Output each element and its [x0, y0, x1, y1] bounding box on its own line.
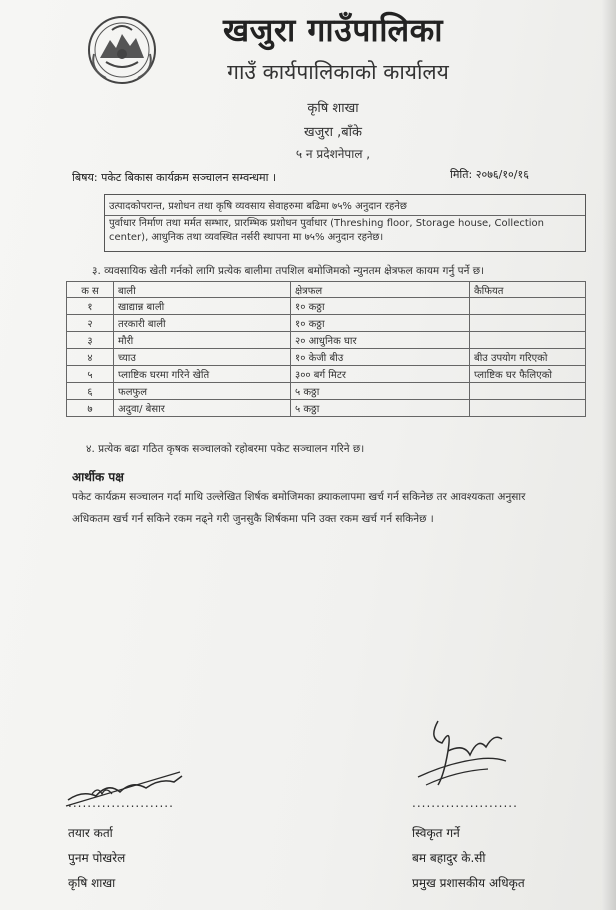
- cell-area: ५ कठ्ठा: [291, 383, 470, 400]
- cell-remarks: [470, 315, 586, 332]
- office-location: खजुरा ,बाँके: [303, 125, 362, 140]
- cell-crop: तरकारी बाली: [114, 315, 291, 332]
- table-row: [67, 400, 586, 417]
- cell-crop: च्याउ: [114, 349, 291, 366]
- table-row: [67, 298, 586, 315]
- col-header-crop: बाली: [114, 282, 291, 298]
- table-header-row: [67, 282, 586, 298]
- approver-name: बम बहादुर के.सी: [412, 851, 486, 865]
- cell-area: १० केजी बीउ: [291, 349, 470, 366]
- cell-crop: प्लाष्टिक घरमा गरिने खेति: [114, 366, 291, 383]
- preparer-signature-line: ......................: [68, 796, 174, 810]
- preparer-name: पुनम पोखरेल: [68, 851, 126, 865]
- cell-remarks: [470, 383, 586, 400]
- cell-sn: ६: [67, 383, 114, 400]
- col-header-area: क्षेत्रफल: [291, 282, 470, 298]
- approver-signature: [408, 715, 518, 805]
- cell-sn: ४: [67, 349, 114, 366]
- preparer-department: कृषि शाखा: [68, 876, 116, 890]
- financial-paragraph: [72, 486, 602, 530]
- approver-signature-line: ......................: [412, 796, 518, 810]
- financial-line-2: अधिकतम खर्च गर्न सकिने रकम नढ्ने गरी जुनसुकै शिर्षकमा पनि उक्त रकम खर्च गर्न सकिनेछ ।: [72, 513, 434, 525]
- cell-crop: खाद्यान्न बाली: [114, 298, 291, 315]
- preparer-role: तयार कर्ता: [68, 826, 113, 840]
- point-3: ३. व्यवसायिक खेती गर्नको लागि प्रत्येक बालीमा तपशिल बमोजिमको न्युनतम क्षेत्रफल कायम गर्नु पर्ने छ।: [92, 265, 485, 277]
- financial-line-1: पकेट कार्यक्रम सञ्चालन गर्दा माथि उल्लेखित शिर्षक बमोजिमका क्र्याकलापमा खर्च गर्न सकिनेछ तर आवश्यकता अनुसार: [72, 491, 526, 503]
- financial-heading: आर्थीक पक्ष: [72, 470, 124, 484]
- letter-date: मिति: २०७६/१०/१६: [450, 168, 529, 181]
- cell-remarks: [470, 400, 586, 417]
- cell-remarks: प्लाष्टिक घर फैलिएको: [470, 366, 586, 383]
- approver-block: [412, 821, 525, 896]
- table-row: [67, 383, 586, 400]
- cell-sn: ३: [67, 332, 114, 349]
- cell-sn: १: [67, 298, 114, 315]
- preparer-signature: [62, 760, 212, 820]
- subsidy-line-2: पुर्वाधार निर्माण तथा मर्मत सम्भार, प्रारम्भिक प्रशोधन पुर्वाधार (Threshing floor, Storage house, Collection center), आधुनिक तथा व्यवस्थित नर्सरी स्थापना मा ७५% अनुदान रहनेछ।: [109, 218, 544, 243]
- province-line: ५ न प्रदेशनेपाल ,: [295, 147, 371, 161]
- approver-title: प्रमुख प्रशासकीय अधिकृत: [412, 876, 525, 890]
- cell-area: १० कठ्ठा: [291, 298, 470, 315]
- cell-crop: मौरी: [114, 332, 291, 349]
- col-header-sn: क स: [67, 282, 114, 298]
- cell-area: १० कठ्ठा: [291, 315, 470, 332]
- cell-sn: ५: [67, 366, 114, 383]
- cell-remarks: [470, 298, 586, 315]
- table-row: [67, 332, 586, 349]
- crop-area-table: [66, 281, 586, 417]
- cell-sn: ७: [67, 400, 114, 417]
- table-row: [67, 349, 586, 366]
- cell-remarks: [470, 332, 586, 349]
- box-divider: [105, 215, 585, 216]
- cell-area: ५ कठ्ठा: [291, 400, 470, 417]
- col-header-remarks: कैफियत: [470, 282, 586, 298]
- cell-area: २० आधुनिक घार: [291, 332, 470, 349]
- table-row: [67, 315, 586, 332]
- municipality-title: खजुरा गाउँपालिका: [222, 11, 444, 49]
- cell-sn: २: [67, 315, 114, 332]
- cell-area: ३०० बर्ग मिटर: [291, 366, 470, 383]
- approver-role: स्विकृत गर्ने: [412, 826, 460, 840]
- office-title: गाउँ कार्यपालिकाको कार्यालय: [227, 60, 449, 84]
- preparer-block: [68, 821, 125, 896]
- cell-remarks: बीउ उपयोग गरिएको: [470, 349, 586, 366]
- cell-crop: फलफुल: [114, 383, 291, 400]
- subsidy-box: [104, 194, 586, 252]
- letter-subject: बिषय: पकेट बिकास कार्यक्रम सञ्चालन सम्वन्धमा ।: [72, 171, 277, 184]
- subsidy-line-1: उत्पादकोपरान्त, प्रशोधन तथा कृषि व्यवसाय सेवाहरुमा बढिमा ७५% अनुदान रहनेछ: [109, 201, 407, 212]
- point-4: ४. प्रत्येक बढा गठित कृषक सञ्चालको रहोबरमा पकेट सञ्चालन गरिने छ।: [86, 443, 365, 455]
- cell-crop: अदुवा/ बेसार: [114, 400, 291, 417]
- section-name: कृषि शाखा: [307, 101, 359, 116]
- table-row: [67, 366, 586, 383]
